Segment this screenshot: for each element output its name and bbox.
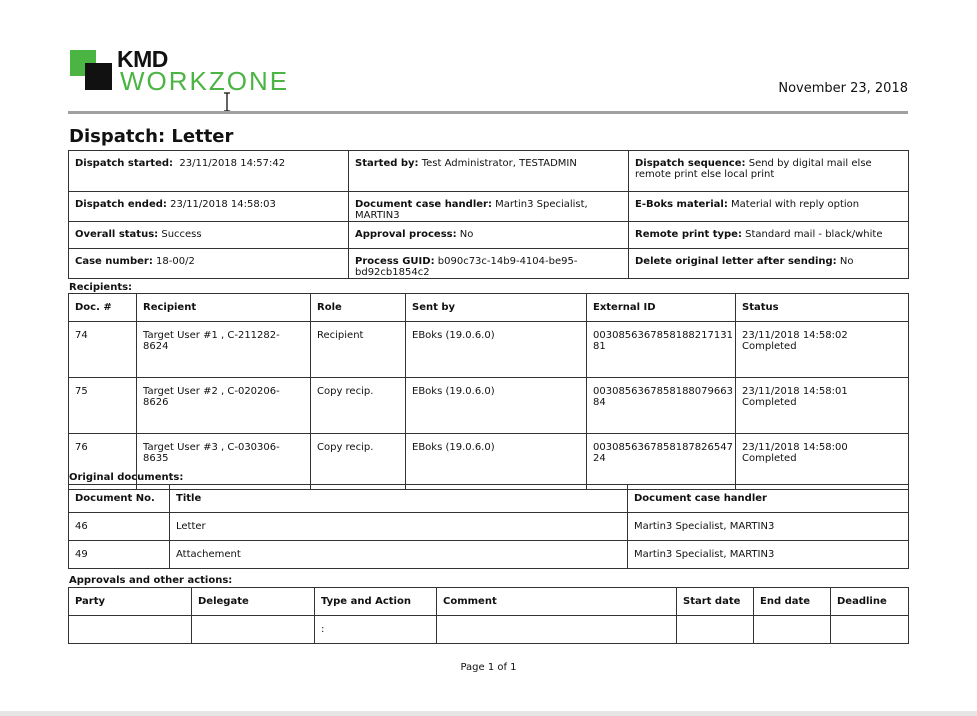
column-header: End date (754, 588, 831, 616)
table-row (69, 616, 909, 644)
summary-cell-overall-status: Overall status: Success (69, 222, 349, 249)
table-cell: Attachement (170, 541, 628, 569)
table-cell: 74 (69, 322, 137, 378)
column-header: Start date (677, 588, 754, 616)
recipients-section-label: Recipients: (69, 282, 133, 293)
summary-cell-dispatch-sequence: Dispatch sequence: Send by digital mail else remote print else local print (629, 151, 909, 192)
table-cell: 0030856367858188217131 81 (587, 322, 736, 378)
table-row (69, 434, 909, 490)
documents-header-row (69, 485, 909, 513)
summary-cell-delete-original: Delete original letter after sending: No (629, 249, 909, 279)
text-cursor-icon (222, 92, 232, 112)
original-documents-section-label: Original documents: (69, 472, 184, 483)
table-cell: Martin3 Specialist, MARTIN3 (628, 541, 909, 569)
column-header: Delegate (192, 588, 315, 616)
logo-dark-square (85, 63, 112, 90)
table-cell: Recipient (311, 322, 406, 378)
approvals-table (68, 587, 909, 644)
summary-cell-case-handler: Document case handler: Martin3 Specialist, MARTIN3 (349, 192, 629, 222)
summary-cell-approval-process: Approval process: No (349, 222, 629, 249)
column-header: Role (311, 294, 406, 322)
table-row (69, 322, 909, 378)
column-header: External ID (587, 294, 736, 322)
table-cell: : (315, 616, 437, 644)
summary-cell-dispatch-ended: Dispatch ended: 23/11/2018 14:58:03 (69, 192, 349, 222)
summary-cell-remote-print-type: Remote print type: Standard mail - black/white (629, 222, 909, 249)
column-header: Party (69, 588, 192, 616)
table-cell (677, 616, 754, 644)
approvals-header-row (69, 588, 909, 616)
table-cell (69, 616, 192, 644)
column-header: Document No. (69, 485, 170, 513)
summary-cell-started-by: Started by: Test Administrator, TESTADMIN (349, 151, 629, 192)
table-row (69, 513, 909, 541)
dispatch-summary-table (68, 150, 909, 279)
table-cell: Letter (170, 513, 628, 541)
column-header: Doc. # (69, 294, 137, 322)
column-header: Title (170, 485, 628, 513)
summary-cell-dispatch-started: Dispatch started: 23/11/2018 14:57:42 (69, 151, 349, 192)
summary-cell-eboks-material: E-Boks material: Material with reply option (629, 192, 909, 222)
column-header: Deadline (831, 588, 909, 616)
table-cell: 0030856367858187826547 24 (587, 434, 736, 490)
table-row (69, 378, 909, 434)
table-cell: 75 (69, 378, 137, 434)
recipients-header-row (69, 294, 909, 322)
summary-cell-case-number: Case number: 18-00/2 (69, 249, 349, 279)
table-cell: Copy recip. (311, 378, 406, 434)
table-cell: EBoks (19.0.6.0) (406, 378, 587, 434)
summary-row (69, 151, 909, 192)
column-header: Sent by (406, 294, 587, 322)
column-header: Document case handler (628, 485, 909, 513)
summary-cell-process-guid: Process GUID: b090c73c-14b9-4104-be95-bd92cb1854c2 (349, 249, 629, 279)
page-title: Dispatch: Letter (69, 126, 234, 147)
approvals-section-label: Approvals and other actions: (69, 575, 233, 586)
logo-text-workzone: WORKZONE (120, 66, 290, 96)
table-cell (831, 616, 909, 644)
table-cell: 23/11/2018 14:58:01 Completed (736, 378, 909, 434)
table-cell: Target User #1 , C-211282-8624 (137, 322, 311, 378)
table-cell: Target User #3 , C-030306-8635 (137, 434, 311, 490)
viewer-bottom-edge (0, 711, 977, 716)
table-cell: 76 (69, 434, 137, 490)
page-number: Page 1 of 1 (460, 662, 517, 673)
original-documents-table (68, 484, 909, 569)
table-cell: EBoks (19.0.6.0) (406, 434, 587, 490)
kmd-workzone-logo (70, 48, 300, 98)
recipients-table (68, 293, 909, 490)
column-header: Comment (437, 588, 677, 616)
table-cell: 46 (69, 513, 170, 541)
table-cell: EBoks (19.0.6.0) (406, 322, 587, 378)
header-divider (68, 111, 908, 114)
document-date: November 23, 2018 (778, 81, 908, 96)
table-cell: 49 (69, 541, 170, 569)
table-cell (754, 616, 831, 644)
column-header: Recipient (137, 294, 311, 322)
table-cell (192, 616, 315, 644)
summary-row (69, 192, 909, 222)
table-cell (437, 616, 677, 644)
column-header: Status (736, 294, 909, 322)
logo-text-kmd: KMD (117, 46, 168, 72)
table-row (69, 541, 909, 569)
table-cell: 0030856367858188079663 84 (587, 378, 736, 434)
summary-row (69, 222, 909, 249)
table-cell: Martin3 Specialist, MARTIN3 (628, 513, 909, 541)
table-cell: Copy recip. (311, 434, 406, 490)
table-cell: 23/11/2018 14:58:00 Completed (736, 434, 909, 490)
column-header: Type and Action (315, 588, 437, 616)
table-cell: 23/11/2018 14:58:02 Completed (736, 322, 909, 378)
table-cell: Target User #2 , C-020206-8626 (137, 378, 311, 434)
summary-row (69, 249, 909, 279)
